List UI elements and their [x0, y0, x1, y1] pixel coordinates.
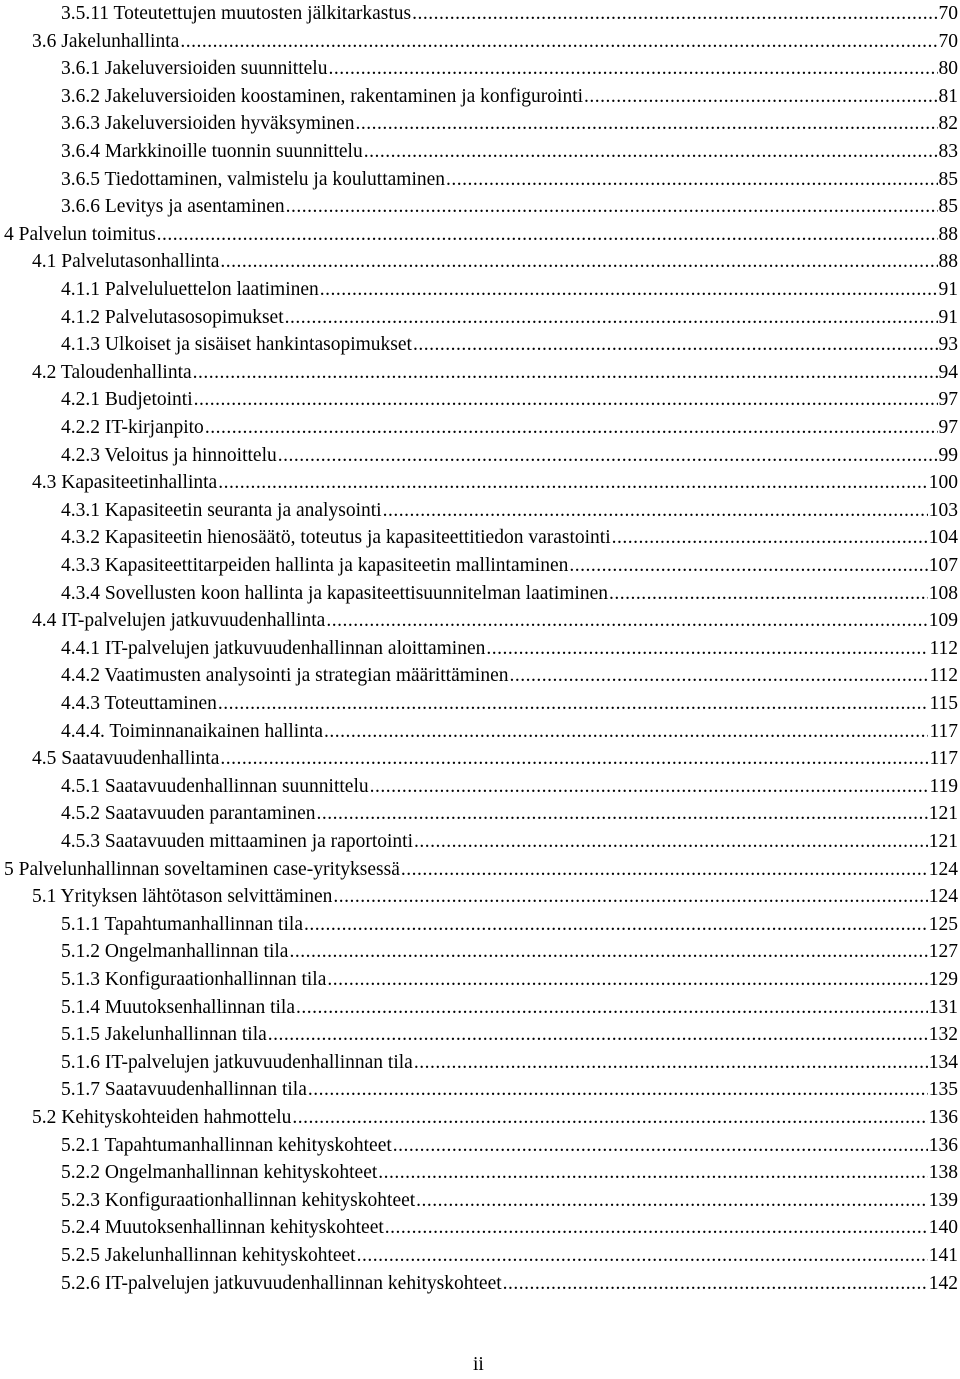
toc-dot-leader: [364, 138, 938, 166]
toc-entry-page-number: 103: [928, 499, 958, 521]
toc-dot-leader: [378, 1159, 927, 1187]
toc-entry[interactable]: [61, 386, 958, 414]
toc-entry-page-number: 91: [938, 306, 958, 328]
toc-entry-page-number: 70: [938, 30, 958, 52]
toc-entry-label: 5.2.3 Konfiguraationhallinnan kehityskohteet: [61, 1189, 416, 1211]
toc-entry-page-number: 93: [938, 334, 958, 356]
toc-dot-leader: [333, 883, 927, 911]
toc-entry-label: 4.5.1 Saatavuudenhallinnan suunnittelu: [61, 775, 369, 797]
toc-entry[interactable]: [32, 469, 958, 497]
toc-entry[interactable]: [61, 635, 958, 663]
toc-dot-leader: [286, 193, 938, 221]
toc-entry-page-number: 132: [928, 1024, 958, 1046]
toc-entry-label: 4.2 Taloudenhallinta: [32, 361, 192, 383]
toc-entry[interactable]: [61, 1159, 958, 1187]
toc-entry-label: 4.1 Palvelutasonhallinta: [32, 251, 220, 273]
toc-entry-label: 5.1.5 Jakelunhallinnan tila: [61, 1024, 267, 1046]
toc-dot-leader: [486, 635, 928, 663]
toc-dot-leader: [180, 28, 937, 56]
toc-entry-label: 4.3.1 Kapasiteetin seuranta ja analysointi: [61, 499, 382, 521]
toc-entry-label: 4.1.2 Palvelutasosopimukset: [61, 306, 284, 328]
toc-entry[interactable]: [61, 110, 958, 138]
toc-entry[interactable]: [61, 718, 958, 746]
toc-entry[interactable]: [61, 331, 958, 359]
toc-entry-label: 4.2.1 Budjetointi: [61, 389, 193, 411]
toc-entry-page-number: 70: [938, 3, 958, 24]
toc-entry-label: 4.3.2 Kapasiteetin hienosäätö, toteutus ja kapasiteettitiedon varastointi: [61, 527, 611, 549]
toc-entry-label: 3.6.5 Tiedottaminen, valmistelu ja kouluttaminen: [61, 168, 446, 190]
toc-entry-page-number: 112: [929, 637, 958, 659]
toc-entry-label: 5.1.2 Ongelmanhallinnan tila: [61, 941, 289, 963]
toc-entry[interactable]: [61, 276, 958, 304]
toc-dot-leader: [609, 580, 928, 608]
toc-dot-leader: [584, 83, 937, 111]
toc-entry[interactable]: [61, 911, 958, 939]
toc-entry-page-number: 99: [938, 444, 958, 466]
toc-entry[interactable]: [32, 359, 958, 387]
toc-entry[interactable]: [61, 166, 958, 194]
toc-dot-leader: [218, 469, 928, 497]
toc-entry-label: 5.2.2 Ongelmanhallinnan kehityskohteet: [61, 1162, 378, 1184]
toc-dot-leader: [289, 938, 927, 966]
toc-entry-label: 3.6.2 Jakeluversioiden koostaminen, rakentaminen ja konfigurointi: [61, 85, 584, 107]
toc-dot-leader: [296, 994, 928, 1022]
toc-dot-leader: [292, 1104, 927, 1132]
toc-entry-page-number: 121: [928, 831, 958, 852]
toc-dot-leader: [357, 1242, 928, 1270]
toc-entry-page-number: 107: [928, 555, 958, 576]
toc-entry-page-number: 97: [938, 417, 958, 438]
toc-entry[interactable]: [61, 193, 958, 221]
toc-entry-label: 4.5 Saatavuudenhallinta: [32, 748, 220, 770]
toc-entry-page-number: 88: [938, 251, 958, 273]
toc-dot-leader: [326, 607, 927, 635]
toc-entry-page-number: 136: [928, 1107, 958, 1128]
toc-entry[interactable]: [61, 83, 958, 111]
toc-dot-leader: [285, 304, 938, 332]
toc-dot-leader: [446, 166, 937, 194]
toc-entry-label: 5.1.7 Saatavuudenhallinnan tila: [61, 1079, 307, 1101]
toc-entry-label: 5.2 Kehityskohteiden hahmottelu: [32, 1107, 292, 1128]
toc-entry[interactable]: [61, 1214, 958, 1242]
toc-dot-leader: [268, 1021, 928, 1049]
toc-dot-leader: [412, 0, 937, 28]
toc-dot-leader: [612, 524, 928, 552]
toc-entry[interactable]: [61, 1242, 958, 1270]
toc-entry[interactable]: [61, 138, 958, 166]
toc-entry-page-number: 117: [929, 748, 958, 770]
toc-entry-label: 4.1.1 Palveluluettelon laatiminen: [61, 279, 319, 300]
toc-entry-label: 4.3.4 Sovellusten koon hallinta ja kapasiteettisuunnitelman laatiminen: [61, 582, 608, 604]
toc-entry-page-number: 124: [928, 858, 958, 880]
toc-entry[interactable]: [32, 1104, 958, 1132]
toc-entry-label: 5.1.1 Tapahtumanhallinnan tila: [61, 913, 303, 935]
toc-entry[interactable]: [61, 800, 958, 828]
toc-entry[interactable]: [61, 1049, 958, 1077]
toc-dot-leader: [157, 221, 938, 249]
toc-dot-leader: [220, 248, 937, 276]
toc-entry-page-number: 140: [928, 1217, 958, 1239]
toc-entry[interactable]: [61, 1132, 958, 1160]
toc-entry-page-number: 80: [938, 58, 958, 80]
toc-entry-label: 3.5.11 Toteutettujen muutosten jälkitarkastus: [61, 3, 412, 24]
toc-entry-page-number: 88: [938, 223, 958, 245]
toc-entry[interactable]: [32, 248, 958, 276]
toc-entry[interactable]: [61, 442, 958, 470]
toc-entry-page-number: 104: [928, 527, 958, 549]
toc-entry-page-number: 82: [938, 113, 958, 135]
toc-entry[interactable]: [32, 745, 958, 773]
toc-dot-leader: [414, 828, 928, 856]
toc-entry-label: 3.6.4 Markkinoille tuonnin suunnittelu: [61, 141, 363, 162]
toc-entry[interactable]: [61, 304, 958, 332]
toc-dot-leader: [416, 1187, 928, 1215]
toc-entry-page-number: 109: [928, 610, 958, 632]
toc-entry[interactable]: [32, 883, 958, 911]
toc-entry-page-number: 112: [929, 665, 958, 687]
toc-entry[interactable]: [61, 497, 958, 525]
toc-entry[interactable]: [61, 1270, 958, 1298]
toc-entry[interactable]: [61, 524, 958, 552]
toc-entry[interactable]: [61, 0, 958, 28]
toc-dot-leader: [304, 911, 928, 939]
toc-entry[interactable]: [61, 1021, 958, 1049]
toc-entry-page-number: 119: [929, 775, 958, 797]
toc-dot-leader: [393, 1132, 928, 1160]
toc-dot-leader: [414, 1049, 928, 1077]
toc-dot-leader: [401, 856, 928, 884]
toc-entry[interactable]: [61, 994, 958, 1022]
toc-entry-page-number: 125: [928, 913, 958, 935]
toc-entry-label: 5.1.6 IT-palvelujen jatkuvuudenhallinnan tila: [61, 1051, 413, 1073]
toc-entry-page-number: 136: [928, 1134, 958, 1156]
toc-dot-leader: [383, 497, 928, 525]
toc-entry-page-number: 97: [938, 389, 958, 411]
toc-entry-label: 3.6 Jakelunhallinta: [32, 30, 180, 52]
toc-entry[interactable]: [61, 414, 958, 442]
toc-entry-page-number: 127: [928, 941, 958, 963]
toc-entry-page-number: 139: [928, 1189, 958, 1211]
toc-entry[interactable]: [61, 55, 958, 83]
toc-entry-label: 5.2.1 Tapahtumanhallinnan kehityskohteet: [61, 1134, 392, 1156]
toc-dot-leader: [193, 359, 938, 387]
toc-entry-page-number: 134: [928, 1051, 958, 1073]
toc-entry-page-number: 129: [928, 969, 958, 990]
toc-entry-label: 4.3.3 Kapasiteettitarpeiden hallinta ja kapasiteetin mallintaminen: [61, 555, 569, 576]
toc-entry-label: 3.6.3 Jakeluversioiden hyväksyminen: [61, 113, 355, 135]
toc-dot-leader: [328, 55, 937, 83]
toc-entry-page-number: 108: [928, 582, 958, 604]
toc-dot-leader: [194, 386, 938, 414]
toc-entry[interactable]: [61, 580, 958, 608]
toc-dot-leader: [370, 773, 929, 801]
toc-entry[interactable]: [4, 221, 958, 249]
toc-entry[interactable]: [61, 1187, 958, 1215]
toc-entry-label: 4.3 Kapasiteetinhallinta: [32, 472, 218, 494]
toc-dot-leader: [320, 276, 938, 304]
toc-dot-leader: [324, 718, 928, 746]
toc-entry-page-number: 142: [928, 1272, 958, 1294]
toc-entry-label: 5.1 Yrityksen lähtötason selvittäminen: [32, 886, 333, 908]
toc-entry-label: 4.4.3 Toteuttaminen: [61, 693, 217, 714]
toc-entry-label: 4.5.2 Saatavuuden parantaminen: [61, 803, 316, 825]
toc-entry-page-number: 124: [928, 886, 958, 908]
toc-dot-leader: [308, 1076, 928, 1104]
toc-entry-page-number: 121: [928, 803, 958, 825]
toc-entry-page-number: 81: [938, 85, 958, 107]
toc-entry[interactable]: [61, 828, 958, 856]
toc-entry[interactable]: [32, 28, 958, 56]
toc-entry[interactable]: [61, 773, 958, 801]
toc-entry-label: 4.2.3 Veloitus ja hinnoittelu: [61, 444, 277, 466]
toc-dot-leader: [218, 690, 929, 718]
toc-entry[interactable]: [61, 938, 958, 966]
toc-dot-leader: [503, 1270, 928, 1298]
toc-entry-label: 5.2.6 IT-palvelujen jatkuvuudenhallinnan kehityskohteet: [61, 1272, 502, 1294]
toc-dot-leader: [413, 331, 938, 359]
toc-entry-page-number: 94: [938, 361, 958, 383]
toc-entry[interactable]: [61, 966, 958, 994]
toc-entry-label: 3.6.6 Levitys ja asentaminen: [61, 196, 285, 218]
toc-dot-leader: [509, 662, 928, 690]
toc-entry-label: 3.6.1 Jakeluversioiden suunnittelu: [61, 58, 328, 80]
toc-dot-leader: [327, 966, 927, 994]
toc-dot-leader: [569, 552, 927, 580]
toc-entry-page-number: 115: [929, 693, 958, 714]
toc-dot-leader: [278, 442, 938, 470]
toc-entry-page-number: 85: [938, 196, 958, 218]
toc-entry-label: 5.2.4 Muutoksenhallinnan kehityskohteet: [61, 1217, 384, 1239]
toc-entry-label: 4.2.2 IT-kirjanpito: [61, 417, 204, 438]
toc-dot-leader: [205, 414, 938, 442]
toc-entry[interactable]: [32, 607, 958, 635]
toc-entry-label: 4 Palvelun toimitus: [4, 223, 156, 245]
toc-entry-page-number: 131: [928, 996, 958, 1018]
toc-entry-label: 4.4.2 Vaatimusten analysointi ja strategian määrittäminen: [61, 665, 509, 687]
toc-entry-page-number: 138: [928, 1162, 958, 1184]
toc-entry-label: 4.4 IT-palvelujen jatkuvuudenhallinta: [32, 610, 326, 632]
toc-entry-label: 4.5.3 Saatavuuden mittaaminen ja raportointi: [61, 831, 413, 852]
toc-entry-page-number: 85: [938, 168, 958, 190]
toc-entry[interactable]: [61, 690, 958, 718]
toc-entry-page-number: 83: [938, 141, 958, 162]
toc-entry[interactable]: [61, 1076, 958, 1104]
toc-entry-page-number: 135: [928, 1079, 958, 1101]
toc-entry-label: 5 Palvelunhallinnan soveltaminen case-yrityksessä: [4, 858, 400, 880]
toc-entry-label: 4.4.1 IT-palvelujen jatkuvuudenhallinnan aloittaminen: [61, 637, 486, 659]
toc-entry-label: 5.1.4 Muutoksenhallinnan tila: [61, 996, 295, 1018]
toc-entry-label: 5.1.3 Konfiguraationhallinnan tila: [61, 969, 327, 990]
toc-entry-page-number: 117: [929, 720, 958, 742]
toc-dot-leader: [356, 110, 938, 138]
toc-entry-label: 5.2.5 Jakelunhallinnan kehityskohteet: [61, 1245, 356, 1266]
toc-entry-page-number: 100: [928, 472, 958, 494]
toc-entry-label: 4.4.4. Toiminnanaikainen hallinta: [61, 720, 324, 742]
toc-entry[interactable]: [61, 552, 958, 580]
toc-dot-leader: [317, 800, 928, 828]
toc-entry[interactable]: [4, 856, 958, 884]
toc-dot-leader: [220, 745, 928, 773]
toc-entry[interactable]: [61, 662, 958, 690]
toc-dot-leader: [385, 1214, 928, 1242]
toc-entry-label: 4.1.3 Ulkoiset ja sisäiset hankintasopimukset: [61, 334, 412, 356]
page-number: ii: [473, 1354, 484, 1375]
toc-entry-page-number: 91: [938, 279, 958, 300]
toc-entry-page-number: 141: [928, 1245, 958, 1266]
